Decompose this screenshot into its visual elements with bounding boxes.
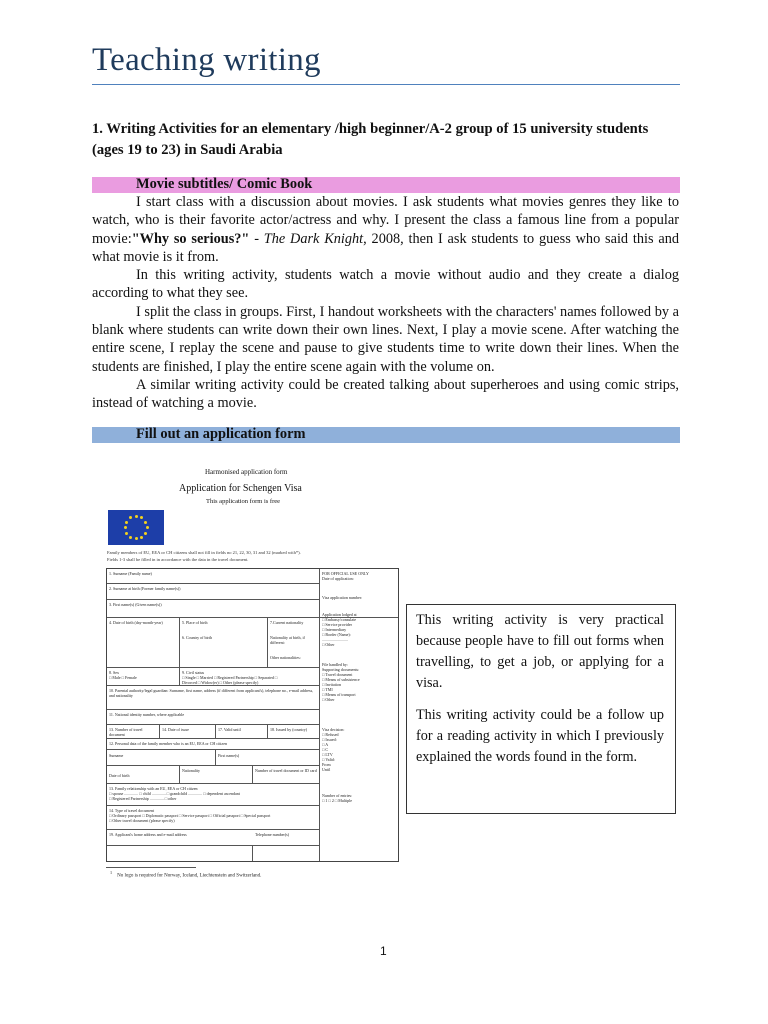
form-free-note: This application form is free bbox=[206, 498, 281, 505]
official-use: FOR OFFICIAL USE ONLY Date of application: bbox=[322, 571, 369, 581]
form-rule bbox=[107, 845, 319, 846]
eu-star-icon bbox=[140, 536, 143, 539]
field-national-id: 11. National identity number, where applicable bbox=[109, 712, 185, 717]
field-address: 19. Applicant's home address and e-mail address bbox=[109, 832, 187, 837]
form-rule bbox=[215, 749, 216, 765]
form-rule bbox=[107, 724, 319, 725]
page-number: 1 bbox=[380, 944, 387, 958]
field-f-first: First name(s) bbox=[218, 753, 240, 758]
paragraph-1 bbox=[92, 193, 679, 266]
paragraph-2: In this writing activity, students watch a movie without audio and they create a dialog according to what they see. bbox=[92, 267, 679, 302]
form-rule bbox=[107, 709, 319, 710]
field-f-dob: Date of birth bbox=[109, 773, 130, 778]
eu-star-icon bbox=[125, 521, 128, 524]
paragraph-3: I split the class in groups. First, I handout worksheets with the characters' names followed by a blank where students can write down their own lines. Next, I play a movie scene. After watching the entire scene, I replay the scene and pause to give students time to write down their lines. When the students are finished, I play the entire scene again with the volume on. bbox=[92, 303, 679, 375]
form-note-2: Fields 1-3 shall be filled in in accordance with the data in the travel document. bbox=[107, 557, 249, 562]
form-rule bbox=[107, 738, 319, 739]
form-rule bbox=[179, 765, 180, 783]
field-surname: 1. Surname (Family name) bbox=[109, 571, 152, 576]
eu-star-icon bbox=[125, 532, 128, 535]
official-entries: Number of entries: □ 1 □ 2 □ Multiple bbox=[322, 793, 353, 803]
field-civil: 9. Civil status □ Single □ Married □ Registered Partnership □ Separated □ Divorced □ Widow(er) □ Other (please specify) bbox=[182, 670, 278, 685]
eu-star-icon bbox=[129, 536, 132, 539]
p1-text-a: I start class with a discussion about movies. I ask students what movies genres they like to watch, who is their favorite actor/actress and why. I present the class a famous line from a popular movie: bbox=[92, 194, 679, 247]
eu-flag-icon bbox=[108, 510, 164, 545]
footnote-mark: 1 bbox=[110, 870, 113, 875]
field-surname-birth: 2. Surname at birth (Former family name(s)) bbox=[109, 586, 181, 591]
form-divider bbox=[319, 569, 320, 861]
footnote-rule bbox=[106, 867, 196, 868]
schengen-form-image bbox=[98, 462, 398, 882]
movie-activity-text bbox=[92, 193, 679, 413]
p1-text-b: , 2008, then I ask students to guess who said this and what movie is it from. bbox=[92, 230, 679, 265]
field-doc-type: 14. Type of travel document □ Ordinary passport □ Diplomatic passport □ Service passport □ Official passport □ Special passport □ Other travel document (please specify) bbox=[109, 808, 271, 823]
p1-dash: - bbox=[249, 230, 264, 247]
eu-star-icon bbox=[135, 515, 138, 518]
form-rule bbox=[267, 724, 268, 738]
form-rule bbox=[107, 783, 319, 784]
form-rule bbox=[107, 765, 319, 766]
commentary-box bbox=[406, 604, 676, 814]
field-dob: 4. Date of birth (day-month-year) bbox=[109, 620, 163, 625]
form-rule bbox=[159, 724, 160, 738]
field-sex: 8. Sex □ Male □ Female bbox=[109, 670, 137, 680]
field-parental: 10. Parental authority/legal guardian: Surname, first name, address (if different from applicant's), telephone no., e-mail address, and nationality bbox=[109, 688, 314, 698]
field-travel-doc: 13. Number of travel document bbox=[109, 727, 143, 737]
eu-star-icon bbox=[140, 516, 143, 519]
form-table bbox=[106, 568, 399, 862]
eu-star-icon bbox=[144, 532, 147, 535]
field-other-nat: Other nationalities: bbox=[270, 655, 301, 660]
field-cob: 6. Country of birth bbox=[182, 635, 212, 640]
form-rule bbox=[107, 805, 319, 806]
form-note-1: Family members of EU, EEA or CH citizens shall not fill in fields no 21, 22, 30, 31 and 32 (marked with*). bbox=[107, 550, 301, 555]
p1-film-title: The Dark Knight bbox=[263, 230, 364, 247]
form-rule bbox=[179, 617, 180, 667]
form-rule bbox=[267, 617, 268, 667]
paragraph-4: A similar writing activity could be created talking about superheroes and using comic strips, instead of watching a movie. bbox=[92, 376, 679, 412]
form-rule bbox=[252, 845, 253, 861]
form-title: Application for Schengen Visa bbox=[179, 483, 302, 494]
section-heading: 1. Writing Activities for an elementary /high beginner/A-2 group of 15 university students (ages 19 to 23) in Saudi Arabia bbox=[92, 121, 649, 158]
field-nationality: 7.Current nationality bbox=[270, 620, 304, 625]
application-form-band bbox=[92, 427, 680, 443]
box-paragraph-1: This writing activity is very practical because people have to fill out forms when travelling, to get a job, or applying for a visa. bbox=[416, 612, 664, 691]
form-rule bbox=[107, 599, 319, 600]
eu-star-icon bbox=[129, 516, 132, 519]
field-nat-birth: Nationality at birth, if different: bbox=[270, 635, 305, 645]
form-rule bbox=[215, 724, 216, 738]
official-visa-no: Visa application number: bbox=[322, 595, 363, 600]
field-relationship: 13. Family relationship with an EU, EEA or CH citizen □ spouse .............. □ child .............. □ grandchild .............. □ dependent ascendant □ Registered Partnership .............. □ other bbox=[109, 786, 240, 801]
application-form-label: Fill out an application form bbox=[136, 426, 306, 442]
form-rule bbox=[252, 765, 253, 783]
field-telephone: Telephone number(s) bbox=[255, 832, 290, 837]
movie-subtitles-band bbox=[92, 177, 680, 193]
eu-star-icon bbox=[144, 521, 147, 524]
footnote-text: No logo is required for Norway, Iceland, Liechtenstein and Switzerland. bbox=[117, 873, 262, 879]
field-valid-until: 17. Valid until bbox=[218, 727, 241, 732]
eu-star-icon bbox=[124, 526, 127, 529]
form-rule bbox=[107, 685, 319, 686]
form-note bbox=[107, 549, 397, 563]
movie-subtitles-label: Movie subtitles/ Comic Book bbox=[136, 176, 313, 192]
form-rule bbox=[107, 749, 319, 750]
box-paragraph-2: This writing activity could be a follow up for a reading activity in which I previously explained the words found in the form. bbox=[416, 707, 664, 765]
form-rule bbox=[107, 583, 319, 584]
form-footnote bbox=[110, 870, 261, 879]
official-handled: File handled by: Supporting documents: □ Travel document □ Means of subsistence □ Invitation □ TMI □ Means of transport □ Other bbox=[322, 662, 360, 702]
official-decision: Visa decision: □ Refused □ Issued: □ A □ C □ LTV □ Valid: From Until bbox=[322, 727, 345, 772]
eu-star-icon bbox=[135, 537, 138, 540]
form-rule bbox=[107, 667, 319, 668]
field-f-doc: Number of travel document or ID card bbox=[255, 768, 317, 773]
official-lodged: Application lodged at □ Embassy/consulate □ Service provider □ Intermediary □ Border (Name): .......................... □ Other bbox=[322, 612, 357, 647]
form-rule bbox=[179, 667, 180, 685]
field-issued-by: 18. Issued by (country) bbox=[270, 727, 308, 732]
field-f-nat: Nationality bbox=[182, 768, 200, 773]
field-family-member: 12. Personal data of the family member who is an EU, EEA or CH citizen bbox=[109, 741, 227, 746]
form-header-small: Harmonised application form bbox=[205, 468, 288, 476]
title-rule bbox=[92, 84, 680, 85]
field-pob: 5. Place of birth bbox=[182, 620, 208, 625]
field-issue-date: 14. Date of issue bbox=[162, 727, 189, 732]
page-title: Teaching writing bbox=[92, 42, 321, 78]
p1-quote: "Why so serious?" bbox=[131, 230, 250, 247]
field-first-names: 3. First name(s) (Given name(s)) bbox=[109, 602, 162, 607]
form-rule bbox=[107, 829, 319, 830]
eu-star-icon bbox=[146, 526, 149, 529]
field-f-surname: Surname bbox=[109, 753, 124, 758]
